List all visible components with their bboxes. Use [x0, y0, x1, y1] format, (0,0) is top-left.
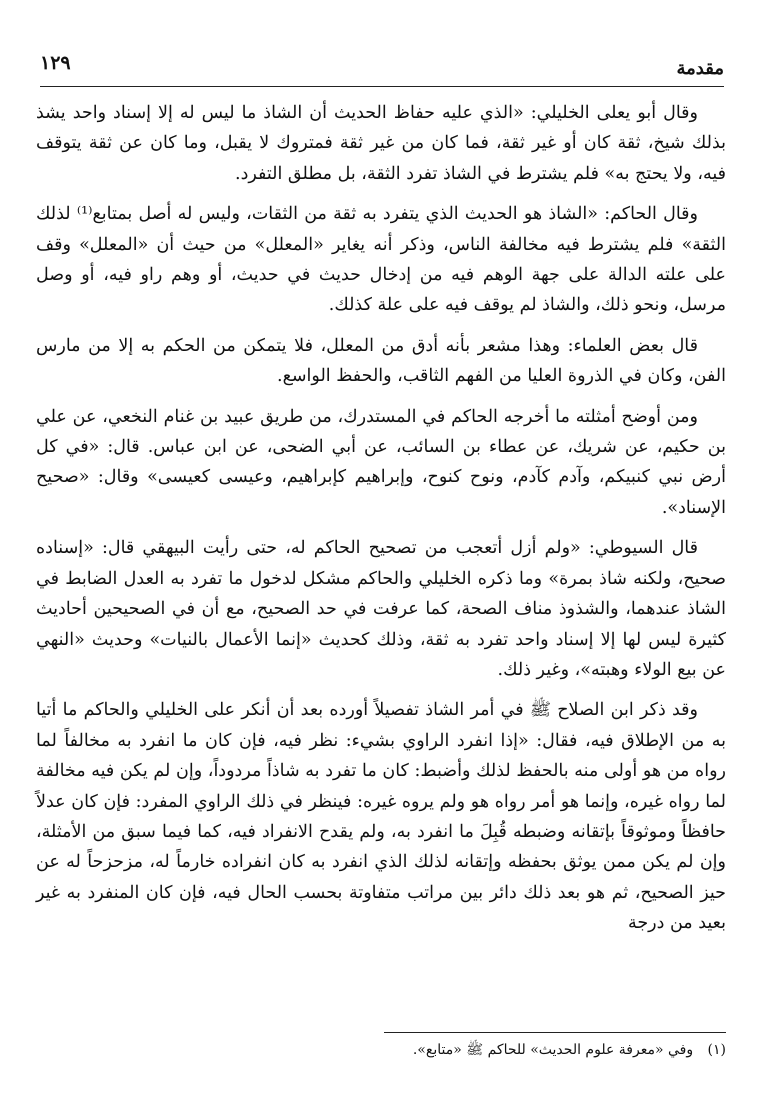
paragraph: قال السيوطي: «ولم أزل أتعجب من تصحيح الحاكم له، حتى رأيت البيهقي قال: «إسناده صحيح، ولكنه شاذ بمرة» وما ذكره الخليلي والحاكم مشكل لدخول ما تفرد به العدل الضابط في الشاذ عندهما، والشذوذ مناف الصحة، كما عرفت في حد الصحيح، مع أن في الصحيحين أحاديث كثيرة ليس لها إلا إسناد واحد تفرد به ثقة، وذلك كحديث «إنما الأعمال بالنيات» وحديث «النهي عن بيع الولاء وهبته»، وغير ذلك.	[36, 538, 726, 680]
paragraph: ومن أوضح أمثلته ما أخرجه الحاكم في المستدرك، من طريق عبيد بن غنام النخعي، عن علي بن حكيم، عن شريك، عن عطاء بن السائب، عن أبي الضحى، عن ابن عباس. قال: «في كل أرض نبي كنبيكم، وآدم كآدم، ونوح كنوح، وإبراهيم كإبراهيم، وعيسى كعيسى» وقال: «صحيح الإسناد».	[36, 406, 726, 518]
footnote	[36, 1040, 726, 1060]
paragraph: وقال الحاكم: «الشاذ هو الحديث الذي يتفرد به ثقة من الثقات، وليس له أصل بمتابع⁽¹⁾ لذلك الثقة» فلم يشترط فيه مخالفة الناس، وذكر أنه يغاير «المعلل» من حيث أن «المعلل» وقف على علته الدالة على جهة الوهم فيه من إدخال حديث في حديث، أو وهم راو فيه، أو وصل مرسل، ونحو ذلك، والشاذ لم يوقف فيه على علة كذلك.	[36, 204, 726, 316]
header-rule	[40, 86, 724, 87]
paragraph: وقد ذكر ابن الصلاح ﷺ في أمر الشاذ تفصيلاً أورده بعد أن أنكر على الخليلي والحاكم ما أتيا به من الإطلاق فيه، فقال: «إذا انفرد الراوي بشيء: نظر فيه، فإن كان ما انفرد به مخالفاً لما رواه من هو أولى منه بالحفظ لذلك وأضبط: كان ما تفرد به شاذاً مردوداً، وإن لم يكن فيه مخالفة لما رواه غيره، وإنما هو أمر رواه هو ولم يروه غيره: فينظر في ذلك الراوي المفرد: فإن كان عدلاً حافظاً وموثوقاً بإتقانه وضبطه قُبِلَ ما انفرد به، ولم يقدح الانفراد فيه، كما فيما سبق من الأمثلة، وإن لم يكن ممن يوثق بحفظه وإتقانه لذلك الذي انفرد به كان انفراده خارماً له، مزحزحاً له عن حيز الصحيح، ثم هو بعد ذلك دائر بين مراتب متفاوتة بحسب الحال فيه، فإن كان المنفرد به غير بعيد من درجة	[36, 700, 726, 934]
paragraph: قال بعض العلماء: وهذا مشعر بأنه أدق من المعلل، فلا يتمكن من الحكم به إلا من مارس الفن، وكان في الذروة العليا من الفهم الثاقب، والحفظ الواسع.	[36, 335, 726, 387]
footnote-text: وفي «معرفة علوم الحديث» للحاكم ﷺ «متابع».	[412, 1042, 694, 1058]
footnote-rule	[384, 1032, 726, 1033]
paragraph: وقال أبو يعلى الخليلي: «الذي عليه حفاظ الحديث أن الشاذ ما ليس له إلا إسناد واحد يشذ بذلك شيخ، ثقة كان أو غير ثقة، فما كان من غير ثقة فمتروك لا يقبل، وما كان عن ثقة يتوقف فيه، ولا يحتج به» فلم يشترط في الشاذ تفرد الثقة، بل مطلق التفرد.	[36, 103, 726, 184]
page-number: ١٢٩	[40, 52, 71, 74]
footnote-marker: (١)	[707, 1042, 726, 1058]
chapter-title: مقدمة	[676, 58, 724, 79]
body-text	[36, 98, 726, 949]
running-header	[40, 48, 724, 84]
